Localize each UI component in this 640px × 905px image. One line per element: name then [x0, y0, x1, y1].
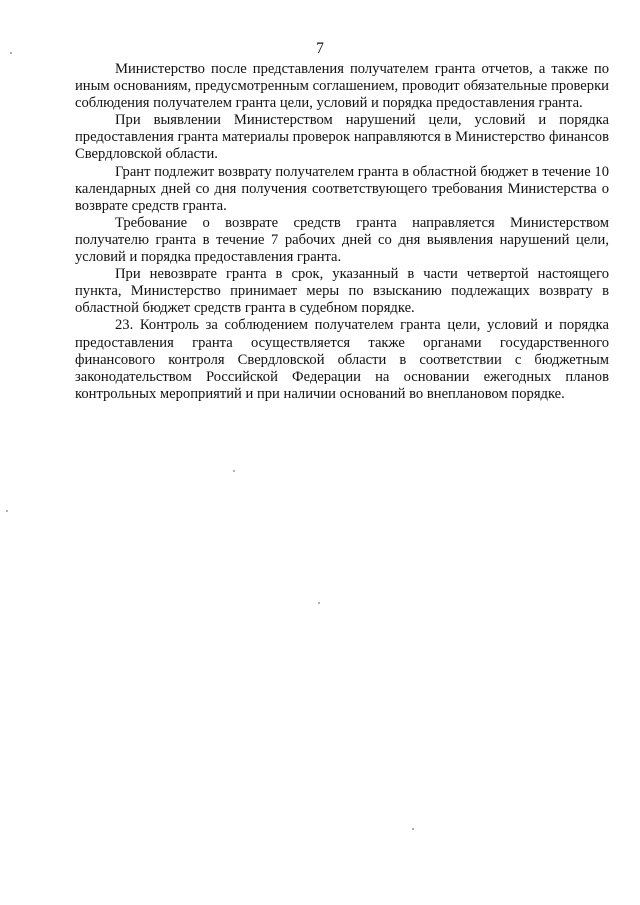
page-number: 7: [316, 40, 324, 57]
paragraph-grant-refund: Грант подлежит возврату получателем гранта в областной бюджет в течение 10 календарных дней со дня получения соответствующего требования Министерства о возврате средств гранта.: [75, 163, 609, 214]
paragraph-ministry-inspections: Министерство после представления получателем гранта отчетов, а также по иным основаниям, предусмотренным соглашением, проводит обязательные проверки соблюдения получателем гранта цели, условий и порядка предоставления гранта.: [75, 61, 609, 112]
scan-speck: [318, 602, 320, 604]
document-body: [75, 61, 609, 403]
scan-speck: [6, 510, 8, 512]
scan-speck: [412, 828, 414, 830]
scan-speck: [233, 470, 235, 472]
paragraph-item-23-control: 23. Контроль за соблюдением получателем гранта цели, условий и порядка предоставления гранта осуществляется также органами государственного финансового контроля Свердловской области в соответствии с бюджетным законодательством Российской Федерации на основании ежегодных планов контрольных мероприятий и при наличии оснований во внеплановом порядке.: [75, 317, 609, 402]
paragraph-violations-referral: При выявлении Министерством нарушений цели, условий и порядка предоставления гранта материалы проверок направляются в Министерство финансов Свердловской области.: [75, 112, 609, 163]
paragraph-non-return-measures: При невозврате гранта в срок, указанный в части четвертой настоящего пункта, Министерство принимает меры по взысканию подлежащих возврату в областной бюджет средств гранта в судебном порядке.: [75, 266, 609, 317]
paragraph-refund-request: Требование о возврате средств гранта направляется Министерством получателю гранта в течение 7 рабочих дней со дня выявления нарушений цели, условий и порядка предоставления гранта.: [75, 214, 609, 266]
scan-speck: [10, 52, 12, 54]
